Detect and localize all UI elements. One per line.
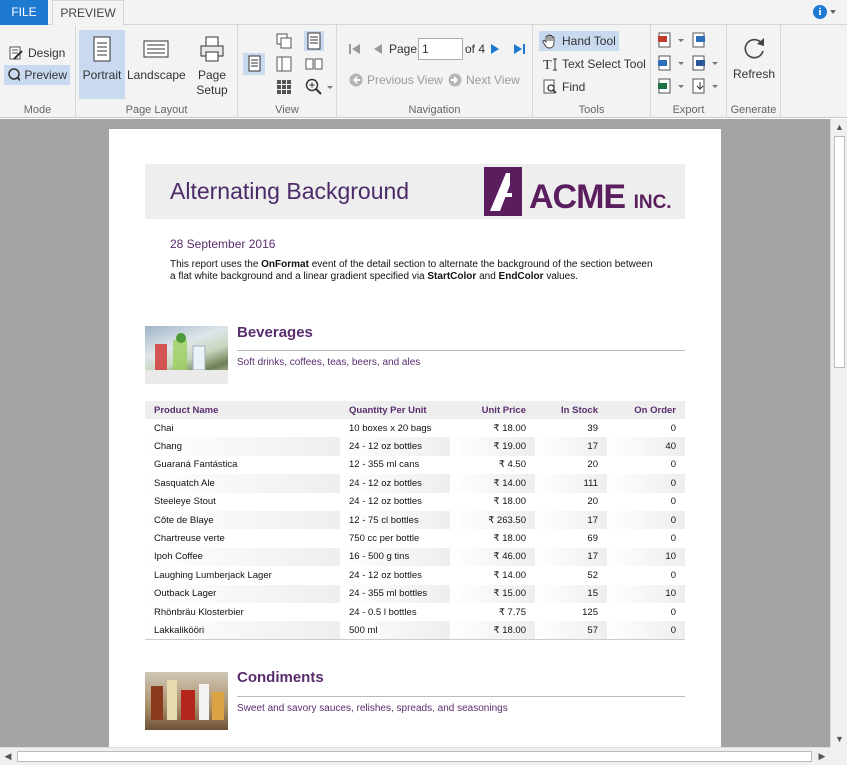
printer-icon [198, 35, 226, 65]
category-name: Beverages [237, 324, 313, 341]
column-header: Product Name [145, 401, 340, 419]
zoom-icon [304, 77, 324, 97]
portrait-icon [90, 35, 114, 65]
previous-page-button[interactable] [370, 41, 386, 57]
quantity-per-unit: 16 - 500 g tins [340, 548, 450, 566]
back-arrow-icon [349, 73, 363, 87]
quantity-per-unit: 12 - 75 cl bottles [340, 511, 450, 529]
pages-icon [274, 31, 294, 51]
quantity-per-unit: 24 - 0.5 l bottles [349, 606, 417, 618]
acme-logo-text [529, 180, 672, 220]
find-label: Find [562, 80, 586, 94]
excel-icon [657, 78, 673, 94]
hand-tool-button[interactable] [539, 31, 619, 51]
export-excel-button[interactable] [657, 78, 687, 96]
export-word-button[interactable] [691, 55, 721, 73]
chevron-down-icon [830, 10, 836, 14]
design-button[interactable] [5, 43, 68, 63]
acme-logo [484, 167, 676, 216]
report-date: 28 September 2016 [170, 237, 276, 251]
ribbon-tabbar [0, 0, 847, 25]
table-row [145, 493, 685, 511]
condiments-photo [145, 672, 228, 730]
on-order: 0 [670, 496, 676, 508]
table-row [145, 511, 685, 529]
column-header: In Stock [535, 401, 607, 419]
unit-price: ₹ 15.00 [450, 585, 535, 603]
on-order: 0 [607, 621, 685, 639]
design-icon [8, 45, 24, 61]
sidebar-layout-icon [274, 54, 294, 74]
find-icon [542, 79, 558, 95]
page-label: Page [389, 42, 418, 56]
hand-icon [542, 33, 558, 49]
group-label-tools: Tools [578, 104, 605, 116]
product-name: Steeleye Stout [154, 496, 216, 508]
in-stock: 17 [535, 511, 607, 529]
chevron-down-icon [678, 39, 684, 42]
product-name: Chai [154, 422, 174, 434]
info-icon: i [813, 5, 827, 19]
category-divider [237, 350, 685, 351]
scroll-left-icon[interactable]: ◀ [4, 751, 12, 761]
in-stock: 52 [587, 569, 598, 581]
page-width-button[interactable] [304, 31, 324, 51]
tab-file[interactable]: FILE [0, 0, 48, 25]
product-name: Sasquatch Ale [145, 474, 340, 492]
in-stock: 20 [587, 496, 598, 508]
category-name: Condiments [237, 669, 324, 686]
chevron-down-icon [712, 62, 718, 65]
page-count-label: of 4 [465, 42, 486, 56]
group-view [238, 25, 337, 118]
report-description [170, 259, 660, 283]
export-html-button[interactable] [657, 55, 687, 73]
landscape-label: Landscape [127, 68, 186, 82]
on-order: 0 [607, 511, 685, 529]
table-header-row [145, 401, 685, 419]
single-page-icon [243, 53, 265, 75]
facing-view-button[interactable] [274, 54, 294, 74]
intro-text: event of the detail section to alternate the background of the section between a flat white background and a linear gradient specified via [170, 259, 653, 282]
pdf-icon [657, 32, 673, 48]
preview-button[interactable] [4, 65, 70, 85]
help-button[interactable] [813, 4, 839, 21]
zoom-button[interactable] [304, 77, 334, 97]
intro-keyword: EndColor [498, 271, 544, 282]
scrollbar-corner [830, 747, 847, 765]
column-header: Unit Price [450, 401, 535, 419]
unit-price: ₹ 18.00 [493, 422, 526, 434]
word-icon [691, 55, 707, 71]
scroll-down-icon[interactable]: ▼ [835, 734, 844, 744]
group-generate [727, 25, 781, 118]
forward-arrow-icon [448, 73, 462, 87]
design-label: Design [28, 46, 66, 60]
drinks-photo [145, 326, 228, 384]
table-row [145, 529, 685, 547]
report-header [145, 164, 685, 219]
column-header: Quantity Per Unit [340, 401, 450, 419]
export-pdf-button[interactable] [657, 32, 687, 50]
product-name: Guaraná Fantástica [154, 459, 238, 471]
condiments-image [145, 672, 228, 730]
product-name: Chang [145, 437, 340, 455]
html-icon [657, 55, 673, 71]
unit-price: ₹ 19.00 [450, 437, 535, 455]
group-mode [0, 25, 76, 118]
on-order: 0 [670, 459, 676, 471]
in-stock: 17 [535, 437, 607, 455]
previous-page-icon [370, 41, 386, 57]
table-row [145, 419, 685, 437]
page-width-icon [304, 31, 324, 51]
grid-icon [274, 77, 294, 97]
in-stock: 69 [587, 533, 598, 545]
on-order: 10 [607, 585, 685, 603]
next-view-button[interactable] [445, 70, 523, 90]
next-page-button[interactable] [487, 41, 503, 57]
quantity-per-unit: 24 - 355 ml bottles [340, 585, 450, 603]
products-table [145, 401, 685, 640]
product-name: Outback Lager [145, 585, 340, 603]
tab-preview[interactable]: PREVIEW [52, 0, 124, 26]
vertical-scrollbar[interactable] [830, 119, 847, 747]
table-row [145, 585, 685, 603]
page-setup-button[interactable] [189, 30, 235, 99]
on-order: 0 [670, 422, 676, 434]
acme-mark-icon [484, 167, 522, 216]
on-order: 0 [670, 569, 676, 581]
intro-text: This report uses the [170, 259, 262, 270]
quantity-per-unit: 750 cc per bottle [349, 533, 420, 545]
page-setup-label: Page Setup [196, 68, 228, 97]
table-row [145, 603, 685, 621]
table-row [145, 621, 685, 639]
category-divider [237, 696, 685, 697]
page-number-input[interactable] [418, 38, 463, 60]
unit-price: ₹ 18.00 [493, 496, 526, 508]
quantity-per-unit: 24 - 12 oz bottles [340, 474, 450, 492]
product-name: Laughing Lumberjack Lager [154, 569, 272, 581]
on-order: 0 [670, 533, 676, 545]
refresh-icon [740, 34, 768, 64]
in-stock: 17 [535, 548, 607, 566]
group-label-mode: Mode [23, 104, 52, 116]
export-other-button[interactable] [691, 78, 721, 96]
in-stock: 125 [582, 606, 598, 618]
chevron-down-icon [678, 62, 684, 65]
first-page-icon [347, 41, 363, 57]
portrait-label: Portrait [82, 68, 122, 82]
intro-keyword: StartColor [427, 271, 477, 282]
intro-text: and [476, 271, 499, 282]
table-row [145, 548, 685, 566]
text-select-tool-button[interactable] [539, 54, 649, 74]
table-row [145, 474, 685, 492]
chevron-down-icon [678, 85, 684, 88]
horizontal-scrollbar[interactable] [0, 747, 830, 765]
landscape-icon [142, 35, 170, 65]
product-name: Chartreuse verte [154, 533, 225, 545]
column-header: On Order [607, 401, 685, 419]
product-name: Ipoh Coffee [145, 548, 340, 566]
group-label-generate: Generate [730, 104, 777, 116]
report-page [109, 129, 721, 747]
acme-logo-suffix: INC. [633, 192, 672, 213]
in-stock: 20 [587, 459, 598, 471]
portrait-button[interactable] [79, 30, 125, 99]
export-rtf-button[interactable] [691, 32, 709, 50]
product-name: Côte de Blaye [145, 511, 340, 529]
two-pages-icon [304, 54, 324, 74]
group-label-export: Export [672, 104, 705, 116]
rtf-icon [691, 32, 707, 48]
acme-logo-word: ACME [529, 178, 626, 216]
unit-price: ₹ 14.00 [450, 474, 535, 492]
find-button[interactable] [539, 77, 588, 97]
group-export [651, 25, 727, 118]
beverages-image [145, 326, 228, 384]
group-label-page-layout: Page Layout [125, 104, 188, 116]
table-row [145, 566, 685, 584]
acme-logo-mark [484, 167, 522, 216]
group-page-layout [76, 25, 238, 118]
category-description: Soft drinks, coffees, teas, beers, and ales [237, 357, 421, 368]
chevron-down-icon [712, 85, 718, 88]
hand-tool-label: Hand Tool [562, 34, 616, 48]
two-page-view-button[interactable] [304, 54, 324, 74]
previous-view-label: Previous View [367, 73, 443, 87]
in-stock: 111 [535, 474, 607, 492]
quantity-per-unit: 24 - 12 oz bottles [340, 437, 450, 455]
group-label-view: View [275, 104, 299, 116]
next-page-icon [487, 41, 503, 57]
first-page-button[interactable] [347, 41, 363, 57]
svg-text:T: T [543, 58, 552, 72]
quantity-per-unit: 500 ml [340, 621, 450, 639]
last-page-button[interactable] [511, 41, 527, 57]
multi-page-view-button[interactable] [274, 77, 294, 97]
table-row [145, 437, 685, 455]
on-order: 0 [607, 474, 685, 492]
chevron-down-icon [327, 86, 333, 89]
refresh-label: Refresh [732, 67, 776, 81]
text-cursor-icon [542, 56, 558, 72]
group-navigation [337, 25, 533, 118]
last-page-icon [511, 41, 527, 57]
group-tools [533, 25, 651, 118]
unit-price: ₹ 7.75 [498, 606, 526, 618]
category-description: Sweet and savory sauces, relishes, spreads, and seasonings [237, 703, 508, 714]
unit-price: ₹ 46.00 [450, 548, 535, 566]
product-name: Rhönbräu Klosterbier [154, 606, 244, 618]
export-file-icon [691, 78, 707, 94]
ribbon [0, 25, 847, 118]
report-title: Alternating Background [170, 178, 410, 204]
on-order: 40 [607, 437, 685, 455]
on-order: 10 [607, 548, 685, 566]
in-stock: 15 [535, 585, 607, 603]
vertical-scroll-thumb[interactable] [834, 136, 845, 368]
table-row [145, 456, 685, 474]
horizontal-scroll-thumb[interactable] [17, 751, 812, 762]
scroll-right-icon[interactable]: ▶ [818, 751, 826, 761]
magnifier-icon [7, 67, 20, 83]
refresh-button[interactable] [730, 30, 778, 88]
in-stock: 39 [587, 422, 598, 434]
unit-price: ₹ 4.50 [498, 459, 526, 471]
on-order: 0 [670, 606, 676, 618]
scroll-up-icon[interactable]: ▲ [835, 122, 844, 132]
previous-view-button[interactable] [346, 70, 446, 90]
preview-label: Preview [24, 68, 67, 82]
continuous-view-button[interactable] [274, 31, 294, 51]
unit-price: ₹ 263.50 [450, 511, 535, 529]
text-select-tool-label: Text Select Tool [562, 57, 646, 71]
quantity-per-unit: 12 - 355 ml cans [349, 459, 420, 471]
preview-viewport[interactable] [0, 119, 830, 747]
in-stock: 57 [535, 621, 607, 639]
quantity-per-unit: 24 - 12 oz bottles [349, 496, 422, 508]
group-label-navigation: Navigation [408, 104, 461, 116]
quantity-per-unit: 24 - 12 oz bottles [349, 569, 422, 581]
unit-price: ₹ 14.00 [493, 569, 526, 581]
unit-price: ₹ 18.00 [450, 621, 535, 639]
unit-price: ₹ 18.00 [493, 533, 526, 545]
landscape-button[interactable] [127, 30, 185, 99]
quantity-per-unit: 10 boxes x 20 bags [349, 422, 432, 434]
single-page-view-button[interactable] [243, 53, 265, 75]
intro-keyword: OnFormat [261, 259, 309, 270]
next-view-label: Next View [466, 73, 520, 87]
intro-text: values. [543, 271, 579, 282]
product-name: Lakkalikööri [145, 621, 340, 639]
